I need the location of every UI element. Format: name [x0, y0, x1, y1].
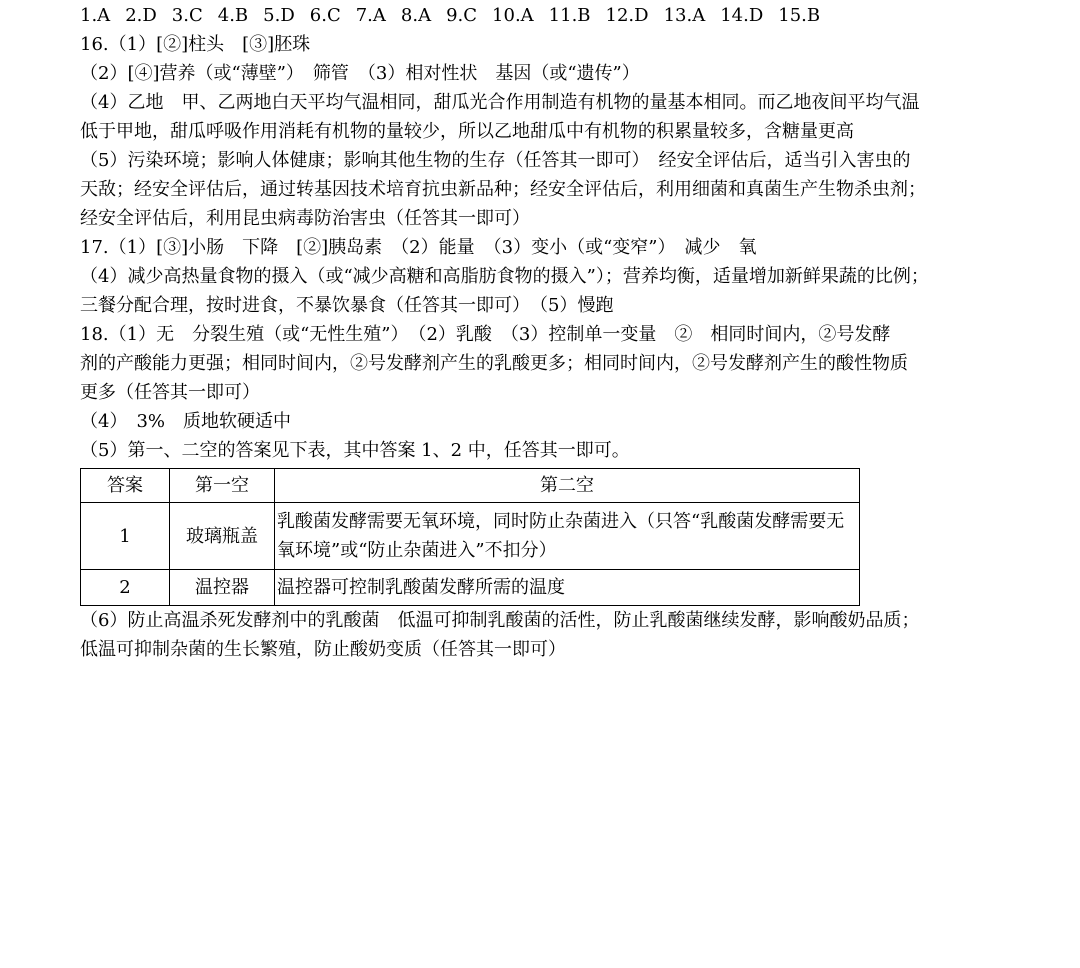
table-header-cell: 第一空 [170, 469, 275, 503]
q16-line-7: 经安全评估后，利用昆虫病毒防治害虫（任答其一即可） [80, 208, 530, 229]
table-cell-id: 2 [81, 570, 170, 606]
q18-line-6: （6）防止高温杀死发酵剂中的乳酸菌 低温可抑制乳酸菌的活性，防止乳酸菌继续发酵，影响酸奶品质； [80, 610, 920, 631]
mc-answer: 5.D [263, 5, 295, 26]
q18-line-3: 更多（任答其一即可） [80, 382, 260, 403]
table-row [81, 570, 860, 606]
q16-line-3: （4）乙地 甲、乙两地白天平均气温相同，甜瓜光合作用制造有机物的量基本相同。而乙地夜间平均气温 [80, 92, 920, 113]
q18-line-2: 剂的产酸能力更强；相同时间内，②号发酵剂产生的乳酸更多；相同时间内，②号发酵剂产生的酸性物质 [80, 353, 908, 374]
mc-answer: 1.A [80, 5, 111, 26]
mc-answer: 11.B [548, 5, 591, 26]
table-cell-id: 1 [81, 503, 170, 570]
table-cell-first: 玻璃瓶盖 [170, 503, 275, 570]
mc-answer: 7.A [355, 5, 386, 26]
q18-line-4: （4） 3% 质地软硬适中 [80, 411, 292, 432]
q16-line-2: （2）[④]营养（或“薄壁”） 筛管 （3）相对性状 基因（或“遗传”） [80, 63, 640, 84]
table-cell-first: 温控器 [170, 570, 275, 606]
mc-answer: 8.A [400, 5, 432, 26]
answer-key-content [80, 1, 995, 664]
q17-line-1: 17.（1）[③]小肠 下降 [②]胰岛素 （2）能量 （3）变小（或“变窄”） 减少 氧 [80, 237, 757, 258]
mc-answer: 6.C [309, 5, 341, 26]
table-cell-second: 乳酸菌发酵需要无氧环境，同时防止杂菌进入（只答“乳酸菌发酵需要无氧环境”或“防止杂菌进入”不扣分） [275, 503, 860, 570]
mc-answer: 4.B [217, 5, 249, 26]
table-header-row [81, 469, 860, 503]
q16-line-4: 低于甲地，甜瓜呼吸作用消耗有机物的量较少，所以乙地甜瓜中有机物的积累量较多，含糖量更高 [80, 121, 854, 142]
table-header-cell: 答案 [81, 469, 170, 503]
mc-answer: 9.C [446, 5, 478, 26]
mc-answer: 10.A [492, 5, 534, 26]
mc-answer: 2.D [125, 5, 157, 26]
q18-line-7: 低温可抑制杂菌的生长繁殖，防止酸奶变质（任答其一即可） [80, 639, 566, 660]
table-header-cell: 第二空 [275, 469, 860, 503]
q17-line-3: 三餐分配合理，按时进食，不暴饮暴食（任答其一即可） （5）慢跑 [80, 295, 614, 316]
table-row [81, 503, 860, 570]
mc-answer: 13.A [663, 5, 706, 26]
mc-answer: 14.D [720, 5, 764, 26]
q16-line-1: 16.（1）[②]柱头 [③]胚珠 [80, 34, 311, 55]
q18-line-5: （5）第一、二空的答案见下表，其中答案 1、2 中，任答其一即可。 [80, 440, 630, 461]
mc-answer: 15.B [778, 5, 821, 26]
q16-line-6: 天敌；经安全评估后，通过转基因技术培育抗虫新品种；经安全评估后，利用细菌和真菌生产生物杀虫剂； [80, 179, 926, 200]
multiple-choice-answers [80, 1, 995, 30]
answer-table [80, 468, 860, 606]
q18-line-1: 18.（1）无 分裂生殖（或“无性生殖”） （2）乳酸 （3）控制单一变量 ② 相同时间内，②号发酵 [80, 324, 891, 345]
q17-line-2: （4）减少高热量食物的摄入（或“减少高糖和高脂肪食物的摄入”）；营养均衡，适量增加新鲜果蔬的比例； [80, 266, 929, 287]
q16-line-5: （5）污染环境；影响人体健康；影响其他生物的生存（任答其一即可） 经安全评估后，适当引入害虫的 [80, 150, 911, 171]
mc-answer: 12.D [605, 5, 649, 26]
mc-answer: 3.C [171, 5, 203, 26]
table-cell-second: 温控器可控制乳酸菌发酵所需的温度 [275, 570, 860, 606]
